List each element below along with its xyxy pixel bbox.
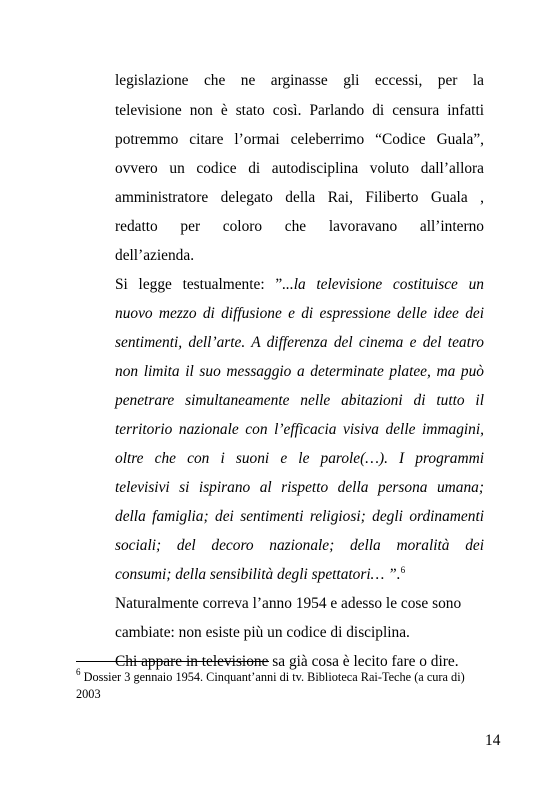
quote-line-4: [115, 362, 484, 382]
quote-line-8: [115, 478, 484, 498]
body-line-1: legislazione che ne arginasse gli eccessi, per la: [115, 72, 484, 89]
body-line-6: redatto per coloro che lavoravano all’interno: [115, 218, 484, 235]
quote-text-8: televisivi si ispirano al rispetto della persona umana;: [115, 479, 484, 496]
footnote-number: 6: [76, 667, 81, 677]
quote-text-11: consumi; della sensibilità degli spettatori… ”.: [115, 566, 401, 583]
quote-text-5: penetrare simultaneamente nelle abitazioni di tutto il: [115, 392, 484, 409]
quote-line-3: [115, 333, 484, 353]
body-line-4: ovvero un codice di autodisciplina voluto dall’allora: [115, 160, 484, 177]
quote-line-9: [115, 507, 484, 527]
quote-text-9: della famiglia; dei sentimenti religiosi; degli ordinamenti: [115, 508, 484, 525]
quote-line-1: [115, 275, 484, 295]
after-line-1: Naturalmente correva l’anno 1954 e adesso le cose sono: [115, 595, 462, 612]
footnote-ref: 6: [400, 565, 406, 575]
footnote-line-2: 2003: [76, 687, 101, 701]
footnote-line-1: [76, 669, 486, 685]
body-line-3: potremmo citare l’ormai celeberrimo “Codice Guala”,: [115, 131, 484, 148]
quote-intro: Si legge testualmente: ”: [115, 276, 283, 293]
quote-line-7: [115, 449, 484, 469]
after-line-2: cambiate: non esiste più un codice di disciplina.: [115, 624, 410, 641]
quote-line-5: [115, 391, 484, 411]
quote-text-3: sentimenti, dell’arte. A differenza del cinema e del teatro: [115, 334, 484, 351]
quote-line-6: [115, 420, 484, 440]
quote-line-2: [115, 304, 484, 324]
page-number: 14: [485, 732, 501, 749]
quote-line-11: [115, 565, 484, 585]
body-line-7: dell’azienda.: [115, 247, 195, 264]
quote-text-4: non limita il suo messaggio a determinate platee, ma può: [115, 363, 484, 380]
quote-text-7: oltre che con i suoni e le parole(…). I programmi: [115, 450, 484, 467]
body-line-5: amministratore delegato della Rai, Filiberto Guala ,: [115, 189, 484, 206]
quote-line-10: [115, 536, 484, 556]
quote-text-1: ...la televisione costituisce un: [282, 276, 484, 293]
after-line-3: Chi appare in televisione sa già cosa è lecito fare o dire.: [115, 653, 459, 670]
footnote-divider: [76, 661, 269, 662]
body-line-2: televisione non è stato così. Parlando di censura infatti: [115, 102, 484, 119]
quote-text-6: territorio nazionale con l’efficacia visiva delle immagini,: [115, 421, 484, 438]
quote-text-2: nuovo mezzo di diffusione e di espressione delle idee dei: [115, 305, 484, 322]
footnote-text-1: Dossier 3 gennaio 1954. Cinquant’anni di tv. Biblioteca Rai-Teche (a cura di): [80, 670, 465, 684]
quote-text-10: sociali; del decoro nazionale; della moralità dei: [115, 537, 484, 554]
